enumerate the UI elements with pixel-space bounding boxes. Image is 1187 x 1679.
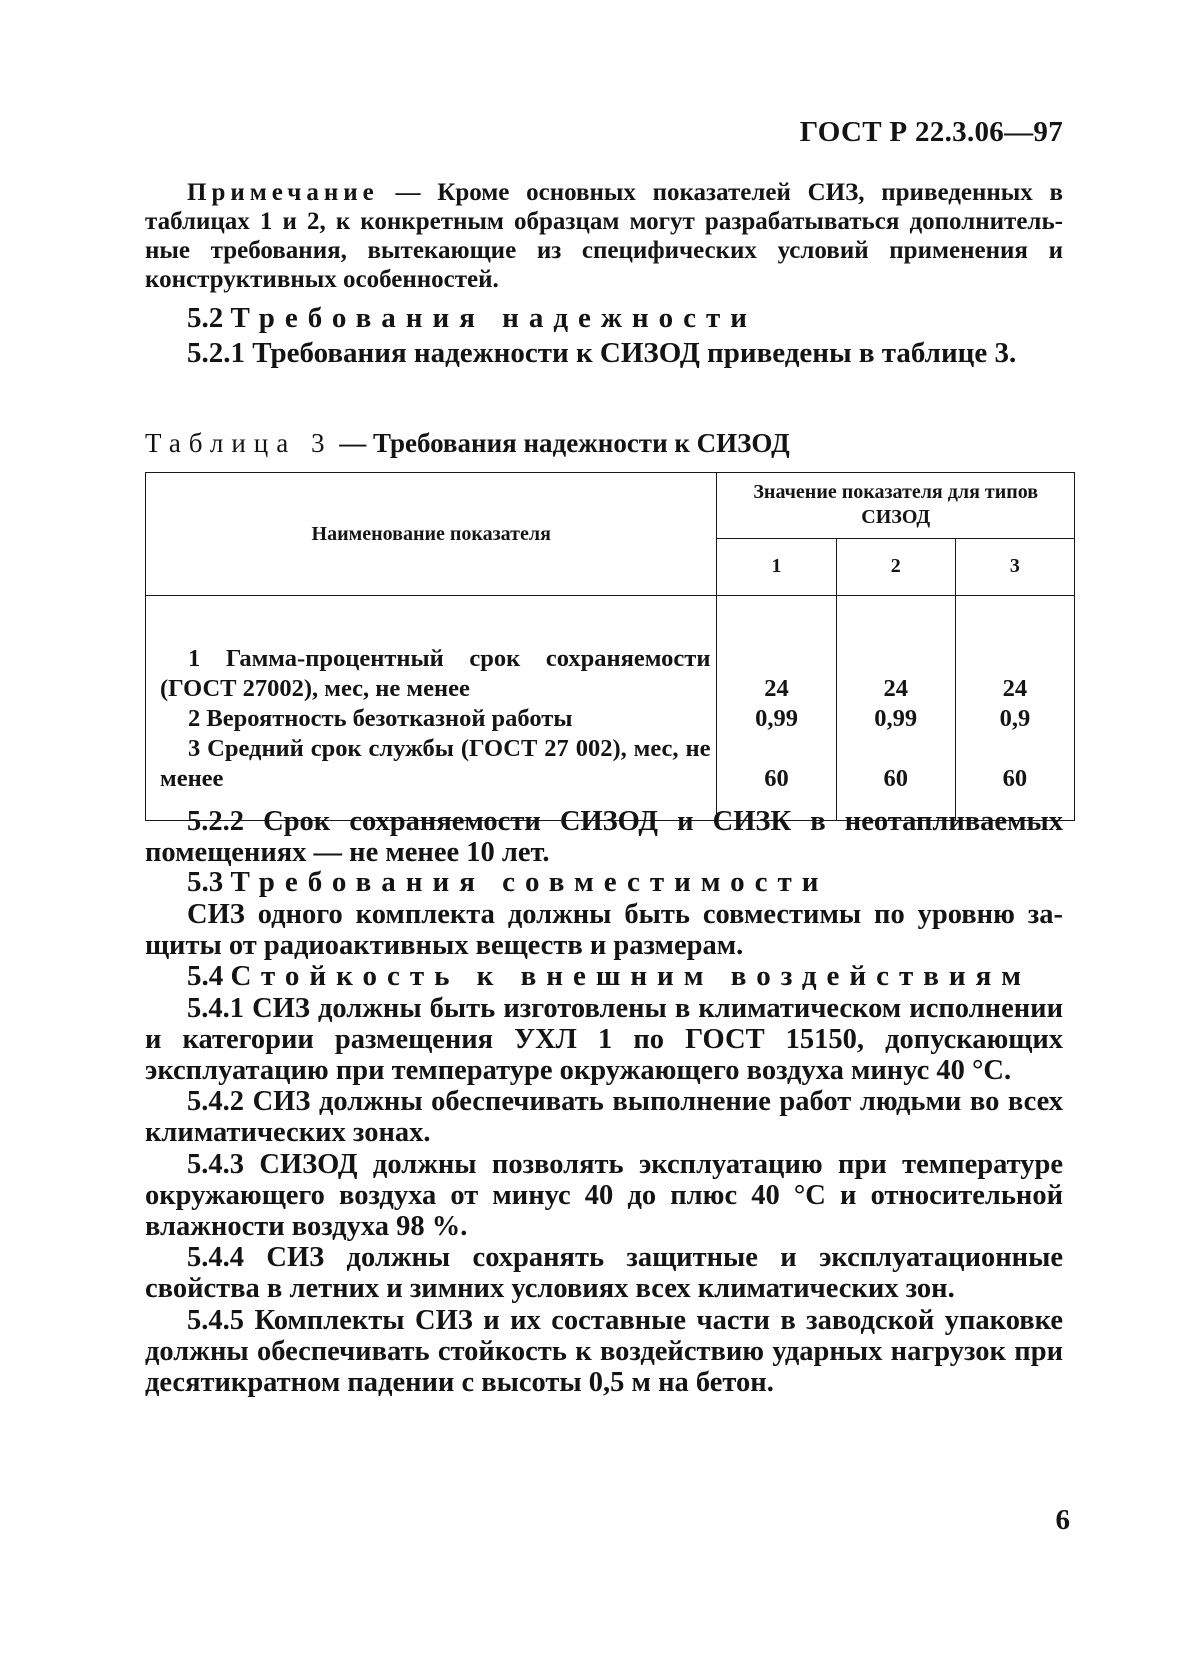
column-header-type-2: 2 [836,538,955,595]
table-cell: 0,99 [874,705,918,732]
table-cell: 0,9 [999,705,1031,732]
paragraph-5-4-2: 5.4.2 СИЗ должны обеспечивать выполнение работ людьми во всех климатических зонах. [145,1086,1063,1148]
table-body-row [146,596,1075,821]
paragraph-5-2-1: 5.2.1 Требования надежности к СИЗОД приведены в таблице 3. [187,337,1017,369]
column-header-group: Значение показателя для типов СИЗОД [717,473,1075,539]
section-title: Требования совместимости [230,866,829,898]
type-2-values-cell [836,596,955,821]
reliability-table [145,472,1075,821]
note-text: — Кроме основных показателей СИЗ, приведенных в таблицах 1 и 2, к конкретным образцам могут разрабатываться дополнительные требования, вытекающие из специфических условий применения и конструктивных особенностей. [145,179,1063,293]
indicator-name-2: 2 Вероятность безотказной работы [188,705,573,732]
note-paragraph [145,178,1063,294]
indicator-names-cell [146,596,717,821]
table-3-caption [145,428,790,459]
section-number: 5.4 [187,960,224,992]
table-cell: 24 [883,675,908,702]
paragraph-5-2-2: 5.2.2 Срок сохраняемости СИЗОД и СИЗК в неотапливаемых помещениях — не менее 10 лет. [145,806,1063,868]
page-number: 6 [1055,1504,1070,1536]
table-cell: 60 [1002,765,1028,792]
section-5-2-heading [187,302,757,335]
paragraph-5-3-text: СИЗ одного комплекта должны быть совместимы по уровню защиты от радиоактивных веществ и размерам. [145,899,1063,961]
section-number: 5.2 [187,302,224,334]
paragraph-5-4-4: 5.4.4 СИЗ должны сохранять защитные и эксплуатационные свойства в летних и зимних условиях всех климатических зон. [145,1242,1063,1304]
section-number: 5.3 [187,866,224,898]
table-cell: 24 [1002,675,1028,702]
paragraph-5-4-1: 5.4.1 СИЗ должны быть изготовлены в климатическом исполнении и категории размещения УХЛ 1 по ГОСТ 15150, допускающих эксплуатацию при температуре окружающего воздуха минус 40 °С. [145,993,1063,1086]
caption-text: — Требования надежности к СИЗОД [332,428,790,458]
table-cell: 60 [764,765,789,792]
section-5-3-heading [187,866,828,899]
column-header-type-1: 1 [717,538,836,595]
type-1-values-cell [717,596,836,821]
paragraph-5-4-3: 5.4.3 СИЗОД должны позволять эксплуатацию при температуре окружающего воздуха от минус 40 до плюс 40 °С и относительной влажности воздуха 98 %. [145,1149,1063,1242]
column-header-name: Наименование показателя [146,473,717,596]
table-cell: 0,99 [755,705,798,732]
table-cell: 24 [764,675,789,702]
document-header: ГОСТ Р 22.3.06—97 [799,116,1063,148]
section-5-4-heading [187,960,1031,993]
note-lead: Примечание [187,179,379,206]
section-title: Стойкость к внешним воздействиям [230,960,1032,992]
paragraph-5-4-5: 5.4.5 Комплекты СИЗ и их составные части в заводской упаковке должны обеспечивать стойкость к воздействию ударных нагрузок при десятикратном падении с высоты 0,5 м на бетон. [145,1305,1063,1398]
section-title: Требования надежности [230,302,757,334]
table-header-row [146,473,1075,539]
indicator-name-1: 1 Гамма-процентный срок сохраняемости (ГОСТ 27002), мес, не менее [160,645,711,702]
type-3-values-cell [955,596,1074,821]
indicator-name-3: 3 Средний срок службы (ГОСТ 27 002), мес, не менее [160,735,711,792]
table-cell: 60 [883,765,908,792]
caption-lead: Таблица 3 [145,428,333,458]
column-header-type-3: 3 [955,538,1074,595]
